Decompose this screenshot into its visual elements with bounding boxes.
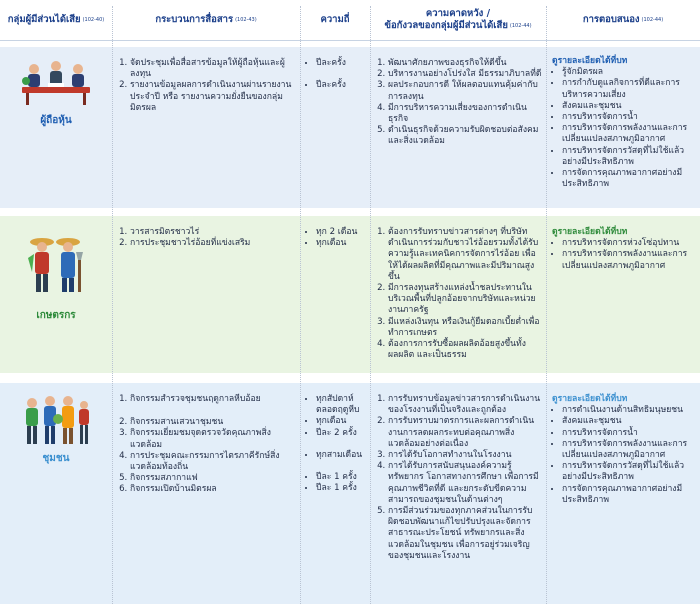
expectation-list <box>376 227 542 361</box>
frequency-item: • ปีละครั้ง <box>316 58 368 69</box>
response-item: • การจัดการคุณภาพอากาศอย่างมีประสิทธิภาพ <box>562 484 696 506</box>
row-shareholders <box>0 47 700 208</box>
frequency-list <box>306 58 368 91</box>
response-title: ดูรายละเอียดได้ที่บท <box>552 394 628 404</box>
process-item: 5. กิจกรรมสภากาแฟ <box>130 473 294 484</box>
response-item: • การบริหารจัดการพลังงานและการเปลี่ยนแปลงสภาพภูมิอากาศ <box>562 439 696 461</box>
header-response <box>546 0 700 40</box>
process-item: 2. กิจกรรมสานเสวนาชุมชน <box>130 417 294 428</box>
response-title: ดูรายละเอียดได้ที่บท <box>552 227 628 237</box>
process-item: 4. การประชุมคณะกรรมการไตรภาคีรักษ์สิ่งแวดล้อมท้องถิ่น <box>130 451 294 473</box>
response-item: • การบริหารจัดการวัสดุที่ไม่ใช้แล้วอย่างมีประสิทธิภาพ <box>562 461 696 483</box>
response-list <box>552 394 696 506</box>
response-item: • การบริหารจัดการน้ำ <box>562 112 696 123</box>
column-separator <box>370 6 371 604</box>
process-item: 6. กิจกรรมเปิดบ้านมิตรผล <box>130 484 294 495</box>
column-separator <box>112 6 113 604</box>
expectation-list <box>376 394 542 562</box>
response-item: • การบริหารจัดการพลังงานและการเปลี่ยนแปลงสภาพภูมิอากาศ <box>562 249 696 271</box>
column-separator <box>546 6 547 604</box>
stakeholder-name: ชุมชน <box>42 453 70 464</box>
expectation-item: 2. มีการลงทุนสร้างแหล่งน้ำชลประทานในบริเวณพื้นที่ปลูกอ้อยจากบริษัทและหน่วยงานภาครัฐ <box>388 283 542 317</box>
header-col4-line2: ข้อกังวลของกลุ่มผู้มีส่วนได้เสีย <box>384 20 508 31</box>
header-col1-text: กลุ่มผู้มีส่วนได้เสีย <box>7 14 81 25</box>
expectation-item: 4. การได้รับการสนับสนุนองค์ความรู้ ทรัพยากร โอกาสทางการศึกษา เพื่อการมีคุณภาพชีวิตที่ดี และยกระดับขีดความสามารถของชุมชนในด้านต่างๆ <box>388 461 542 506</box>
header-divider <box>0 40 700 41</box>
response-title: ดูรายละเอียดได้ที่บท <box>552 56 628 66</box>
header-col4-line1: ความคาดหวัง / <box>425 8 491 19</box>
frequency-item: • ทุก 2 เดือน <box>316 227 368 238</box>
expectation-item: 1. การรับทราบข้อมูลข่าวสารการดำเนินงานของโรงงานที่เป็นจริงและถูกต้อง <box>388 394 542 416</box>
row-community <box>0 383 700 604</box>
response-item: • การกำกับดูแลกิจการที่ดีและการบริหารความเสี่ยง <box>562 78 696 100</box>
process-item: 3. กิจกรรมเยี่ยมชมจุดตรวจวัดคุณภาพสิ่งแวดล้อม <box>130 428 294 450</box>
process-item: 1. จัดประชุมเพื่อสื่อสารข้อมูลให้ผู้ถือหุ้นและผู้ลงทุน <box>130 58 294 80</box>
header-col5-ref: (102-44) <box>641 17 664 23</box>
response-item: • การบริหารจัดการวัสดุที่ไม่ใช้แล้วอย่างมีประสิทธิภาพ <box>562 146 696 168</box>
header-col3-text: ความถี่ <box>320 14 350 25</box>
process-item: 1. วารสารมิตรชาวไร่ <box>130 227 294 238</box>
header-stakeholder-group <box>0 0 112 40</box>
response-list <box>552 227 696 272</box>
header-col4-ref: (102-44) <box>509 23 532 29</box>
expectation-list <box>376 58 542 148</box>
response-item: • การบริหารจัดการน้ำ <box>562 428 696 439</box>
frequency-item: • ทุกสามเดือน <box>316 450 368 461</box>
column-separator <box>300 6 301 604</box>
expectation-item: 3. การได้รับโอกาสทำงานในโรงงาน <box>388 450 542 461</box>
frequency-item: • ทุกสัปดาห์ตลอดฤดูหีบ <box>316 394 368 416</box>
frequency-item: • ทุกเดือน <box>316 416 368 427</box>
expectation-item: 5. การมีส่วนร่วมของทุกภาคส่วนในการรับผิดชอบพัฒนาแก้ไขปรับปรุงและจัดการสาธารณะประโยชน์ ทรัพยากรและสิ่งแวดล้อมในชุมชน เพื่อการอยู่ร่วมเจริญของชุมชนและโรงงาน <box>388 506 542 562</box>
frequency-item: • ปีละครั้ง <box>316 80 368 91</box>
frequency-item: • ปีละ 1 ครั้ง <box>316 472 368 483</box>
header-col2-text: กระบวนการสื่อสาร <box>155 14 234 25</box>
frequency-list <box>306 394 368 494</box>
header-col2-ref: (102-43) <box>235 17 257 23</box>
stakeholder-name: ผู้ถือหุ้น <box>40 115 72 126</box>
expectation-item: 3. ผลประกอบการดี ให้ผลตอบแทนคุ้มค่ากับการลงทุน <box>388 80 542 102</box>
header-col1-ref: (102-40) <box>82 17 105 23</box>
community-icon <box>18 391 94 449</box>
expectation-item: 4. ต้องการการรับซื้อผลผลิตอ้อยสูงขึ้นทั้งผลผลิต และเป็นธรรม <box>388 339 542 361</box>
frequency-item: • ทุกเดือน <box>316 238 368 249</box>
expectation-item: 1. พัฒนาศักยภาพของธุรกิจให้ดีขึ้น <box>388 58 542 69</box>
shareholders-meeting-icon <box>18 57 94 107</box>
farmers-icon <box>22 234 90 298</box>
header-frequency <box>300 0 370 40</box>
expectation-item: 5. ดำเนินธุรกิจด้วยความรับผิดชอบต่อสังคมและสิ่งแวดล้อม <box>388 125 542 147</box>
response-item: • สังคมและชุมชน <box>562 416 696 427</box>
frequency-item: • ปีละ 1 ครั้ง <box>316 483 368 494</box>
table-header <box>0 0 700 40</box>
header-col5-text: การตอบสนอง <box>582 14 640 25</box>
response-item: • รู้จักมิตรผล <box>562 67 696 78</box>
process-list <box>118 58 294 114</box>
expectation-item: 2. การรับทราบมาตรการและผลการดำเนินงานการลดผลกระทบต่อคุณภาพสิ่งแวดล้อมอย่างต่อเนื่อง <box>388 416 542 450</box>
frequency-item: • ปีละ 2 ครั้ง <box>316 428 368 439</box>
process-item: 2. การประชุมชาวไร่อ้อยที่แข่งเสริม <box>130 238 294 249</box>
expectation-item: 3. มีแหล่งเงินทุน หรือเงินกู้ยืมดอกเบี้ยต่ำเพื่อทำการเกษตร <box>388 317 542 339</box>
frequency-list <box>306 227 368 249</box>
response-item: • การดำเนินงานด้านสิทธิมนุษยชน <box>562 405 696 416</box>
process-item: 2. รายงานข้อมูลผลการดำเนินงานผ่านรายงานประจำปี หรือ รายงานความยั่งยืนของกลุ่มมิตรผล <box>130 80 294 114</box>
response-item: • การบริหารจัดการพลังงานและการเปลี่ยนแปลงสภาพภูมิอากาศ <box>562 123 696 145</box>
response-item: • การบริหารจัดการห่วงโซ่อุปทาน <box>562 238 696 249</box>
expectation-item: 1. ต้องการรับทราบข่าวสารต่างๆ ที่บริษัทดำเนินการร่วมกับชาวไร่อ้อยรวมทั้งได้รับความรู้และเทคนิคการจัดการไร่อ้อย เพื่อให้ได้ผลผลิตที่มีคุณภาพและมีปริมาณสูงขึ้น <box>388 227 542 283</box>
row-farmers <box>0 216 700 373</box>
expectation-item: 2. บริหารงานอย่างโปร่งใส มีธรรมาภิบาลที่ดี <box>388 69 542 80</box>
header-expectations <box>370 0 546 40</box>
process-list <box>118 227 294 249</box>
response-list <box>552 56 696 190</box>
process-list <box>118 394 294 496</box>
response-item: • สังคมและชุมชน <box>562 101 696 112</box>
response-item: • การจัดการคุณภาพอากาศอย่างมีประสิทธิภาพ <box>562 168 696 190</box>
header-communication-process <box>112 0 300 40</box>
stakeholder-name: เกษตรกร <box>36 310 76 321</box>
process-item: 1. กิจกรรมสำรวจชุมชนฤดูกาลหีบอ้อย <box>130 394 294 405</box>
expectation-item: 4. มีการบริหารความเสี่ยงของการดำเนินธุรกิจ <box>388 103 542 125</box>
